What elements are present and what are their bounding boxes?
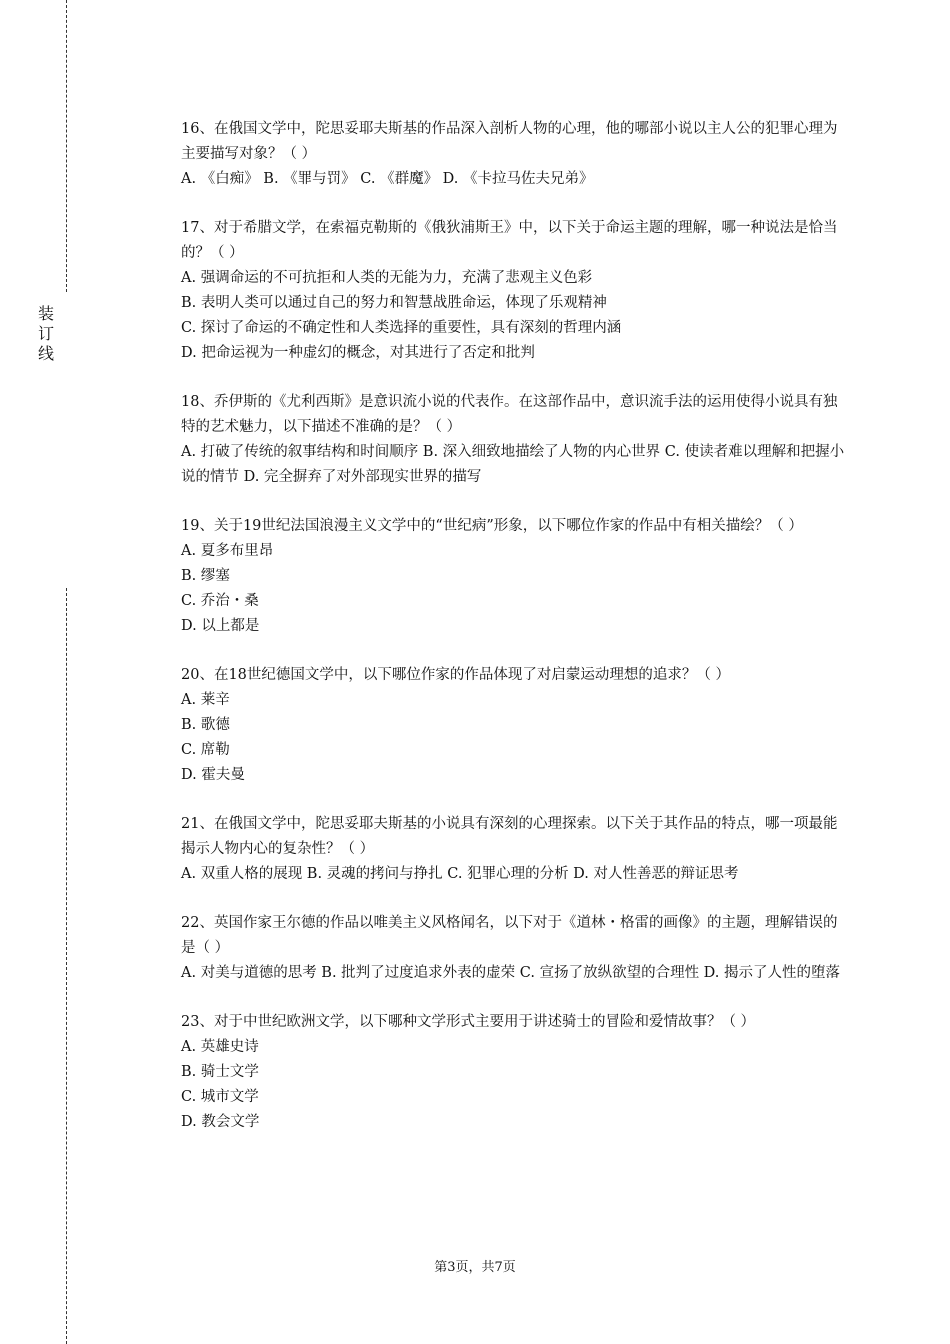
- option-d: D. 教会文学: [181, 1114, 260, 1130]
- question-17: [181, 216, 849, 366]
- question-19: [181, 514, 849, 639]
- question-stem: 17、对于希腊文学，在索福克勒斯的《俄狄浦斯王》中，以下关于命运主题的理解，哪一种说法是恰当的？（ ）: [181, 220, 838, 261]
- question-list: [181, 117, 849, 1159]
- question-stem: 18、乔伊斯的《尤利西斯》是意识流小说的代表作。在这部作品中，意识流手法的运用使得小说具有独特的艺术魅力，以下描述不准确的是？（ ）: [181, 394, 838, 435]
- question-stem: 21、在俄国文学中，陀思妥耶夫斯基的小说具有深刻的心理探索。以下关于其作品的特点，哪一项最能揭示人物内心的复杂性？（ ）: [181, 816, 838, 857]
- question-stem: 16、在俄国文学中，陀思妥耶夫斯基的作品深入剖析人物的心理，他的哪部小说以主人公的犯罪心理为主要描写对象？（ ）: [181, 121, 838, 162]
- option-a: A. 夏多布里昂: [181, 543, 274, 559]
- question-stem: 22、英国作家王尔德的作品以唯美主义风格闻名，以下对于《道林・格雷的画像》的主题，理解错误的是（ ）: [181, 915, 838, 956]
- binding-char: 线: [37, 344, 54, 363]
- option-b: B. 骑士文学: [181, 1064, 259, 1080]
- option-d: D. 把命运视为一种虚幻的概念，对其进行了否定和批判: [181, 345, 535, 361]
- option-a: A. 强调命运的不可抗拒和人类的无能为力，充满了悲观主义色彩: [181, 270, 593, 286]
- binding-label: [36, 304, 56, 364]
- question-stem: 20、在18世纪德国文学中，以下哪位作家的作品体现了对启蒙运动理想的追求？（ ）: [181, 667, 731, 683]
- binding-char: 订: [37, 324, 54, 343]
- page-footer: 第3页，共7页: [434, 1260, 516, 1275]
- option-b: B. 表明人类可以通过自己的努力和智慧战胜命运，体现了乐观精神: [181, 295, 607, 311]
- option-c: C. 城市文学: [181, 1089, 259, 1105]
- question-20: [181, 663, 849, 788]
- option-a: A. 莱辛: [181, 692, 230, 708]
- option-c: C. 乔治・桑: [181, 593, 259, 609]
- binding-line-bottom: [66, 588, 67, 1344]
- question-22: [181, 911, 849, 986]
- binding-line-top: [66, 0, 67, 292]
- option-d: D. 以上都是: [181, 618, 260, 634]
- options-inline: A. 打破了传统的叙事结构和时间顺序 B. 深入细致地描绘了人物的内心世界 C. 使读者难以理解和把握小说的情节 D. 完全摒弃了对外部现实世界的描写: [181, 444, 845, 485]
- option-b: B. 歌德: [181, 717, 230, 733]
- option-d: D. 霍夫曼: [181, 767, 245, 783]
- question-stem: 19、关于19世纪法国浪漫主义文学中的“世纪病”形象，以下哪位作家的作品中有相关描绘？（ ）: [181, 518, 803, 534]
- question-18: [181, 390, 849, 490]
- options-inline: A. 对美与道德的思考 B. 批判了过度追求外表的虚荣 C. 宣扬了放纵欲望的合理性 D. 揭示了人性的堕落: [181, 965, 841, 981]
- option-c: C. 席勒: [181, 742, 230, 758]
- option-c: C. 探讨了命运的不确定性和人类选择的重要性，具有深刻的哲理内涵: [181, 320, 622, 336]
- binding-char: 装: [37, 304, 54, 323]
- options-inline: A. 双重人格的展现 B. 灵魂的拷问与挣扎 C. 犯罪心理的分析 D. 对人性善恶的辩证思考: [181, 866, 739, 882]
- question-23: [181, 1010, 849, 1135]
- option-a: A. 英雄史诗: [181, 1039, 259, 1055]
- question-21: [181, 812, 849, 887]
- option-b: B. 缪塞: [181, 568, 230, 584]
- options-inline: A. 《白痴》 B. 《罪与罚》 C. 《群魔》 D. 《卡拉马佐夫兄弟》: [181, 171, 594, 187]
- question-stem: 23、对于中世纪欧洲文学，以下哪种文学形式主要用于讲述骑士的冒险和爱情故事？（ ）: [181, 1014, 756, 1030]
- question-16: [181, 117, 849, 192]
